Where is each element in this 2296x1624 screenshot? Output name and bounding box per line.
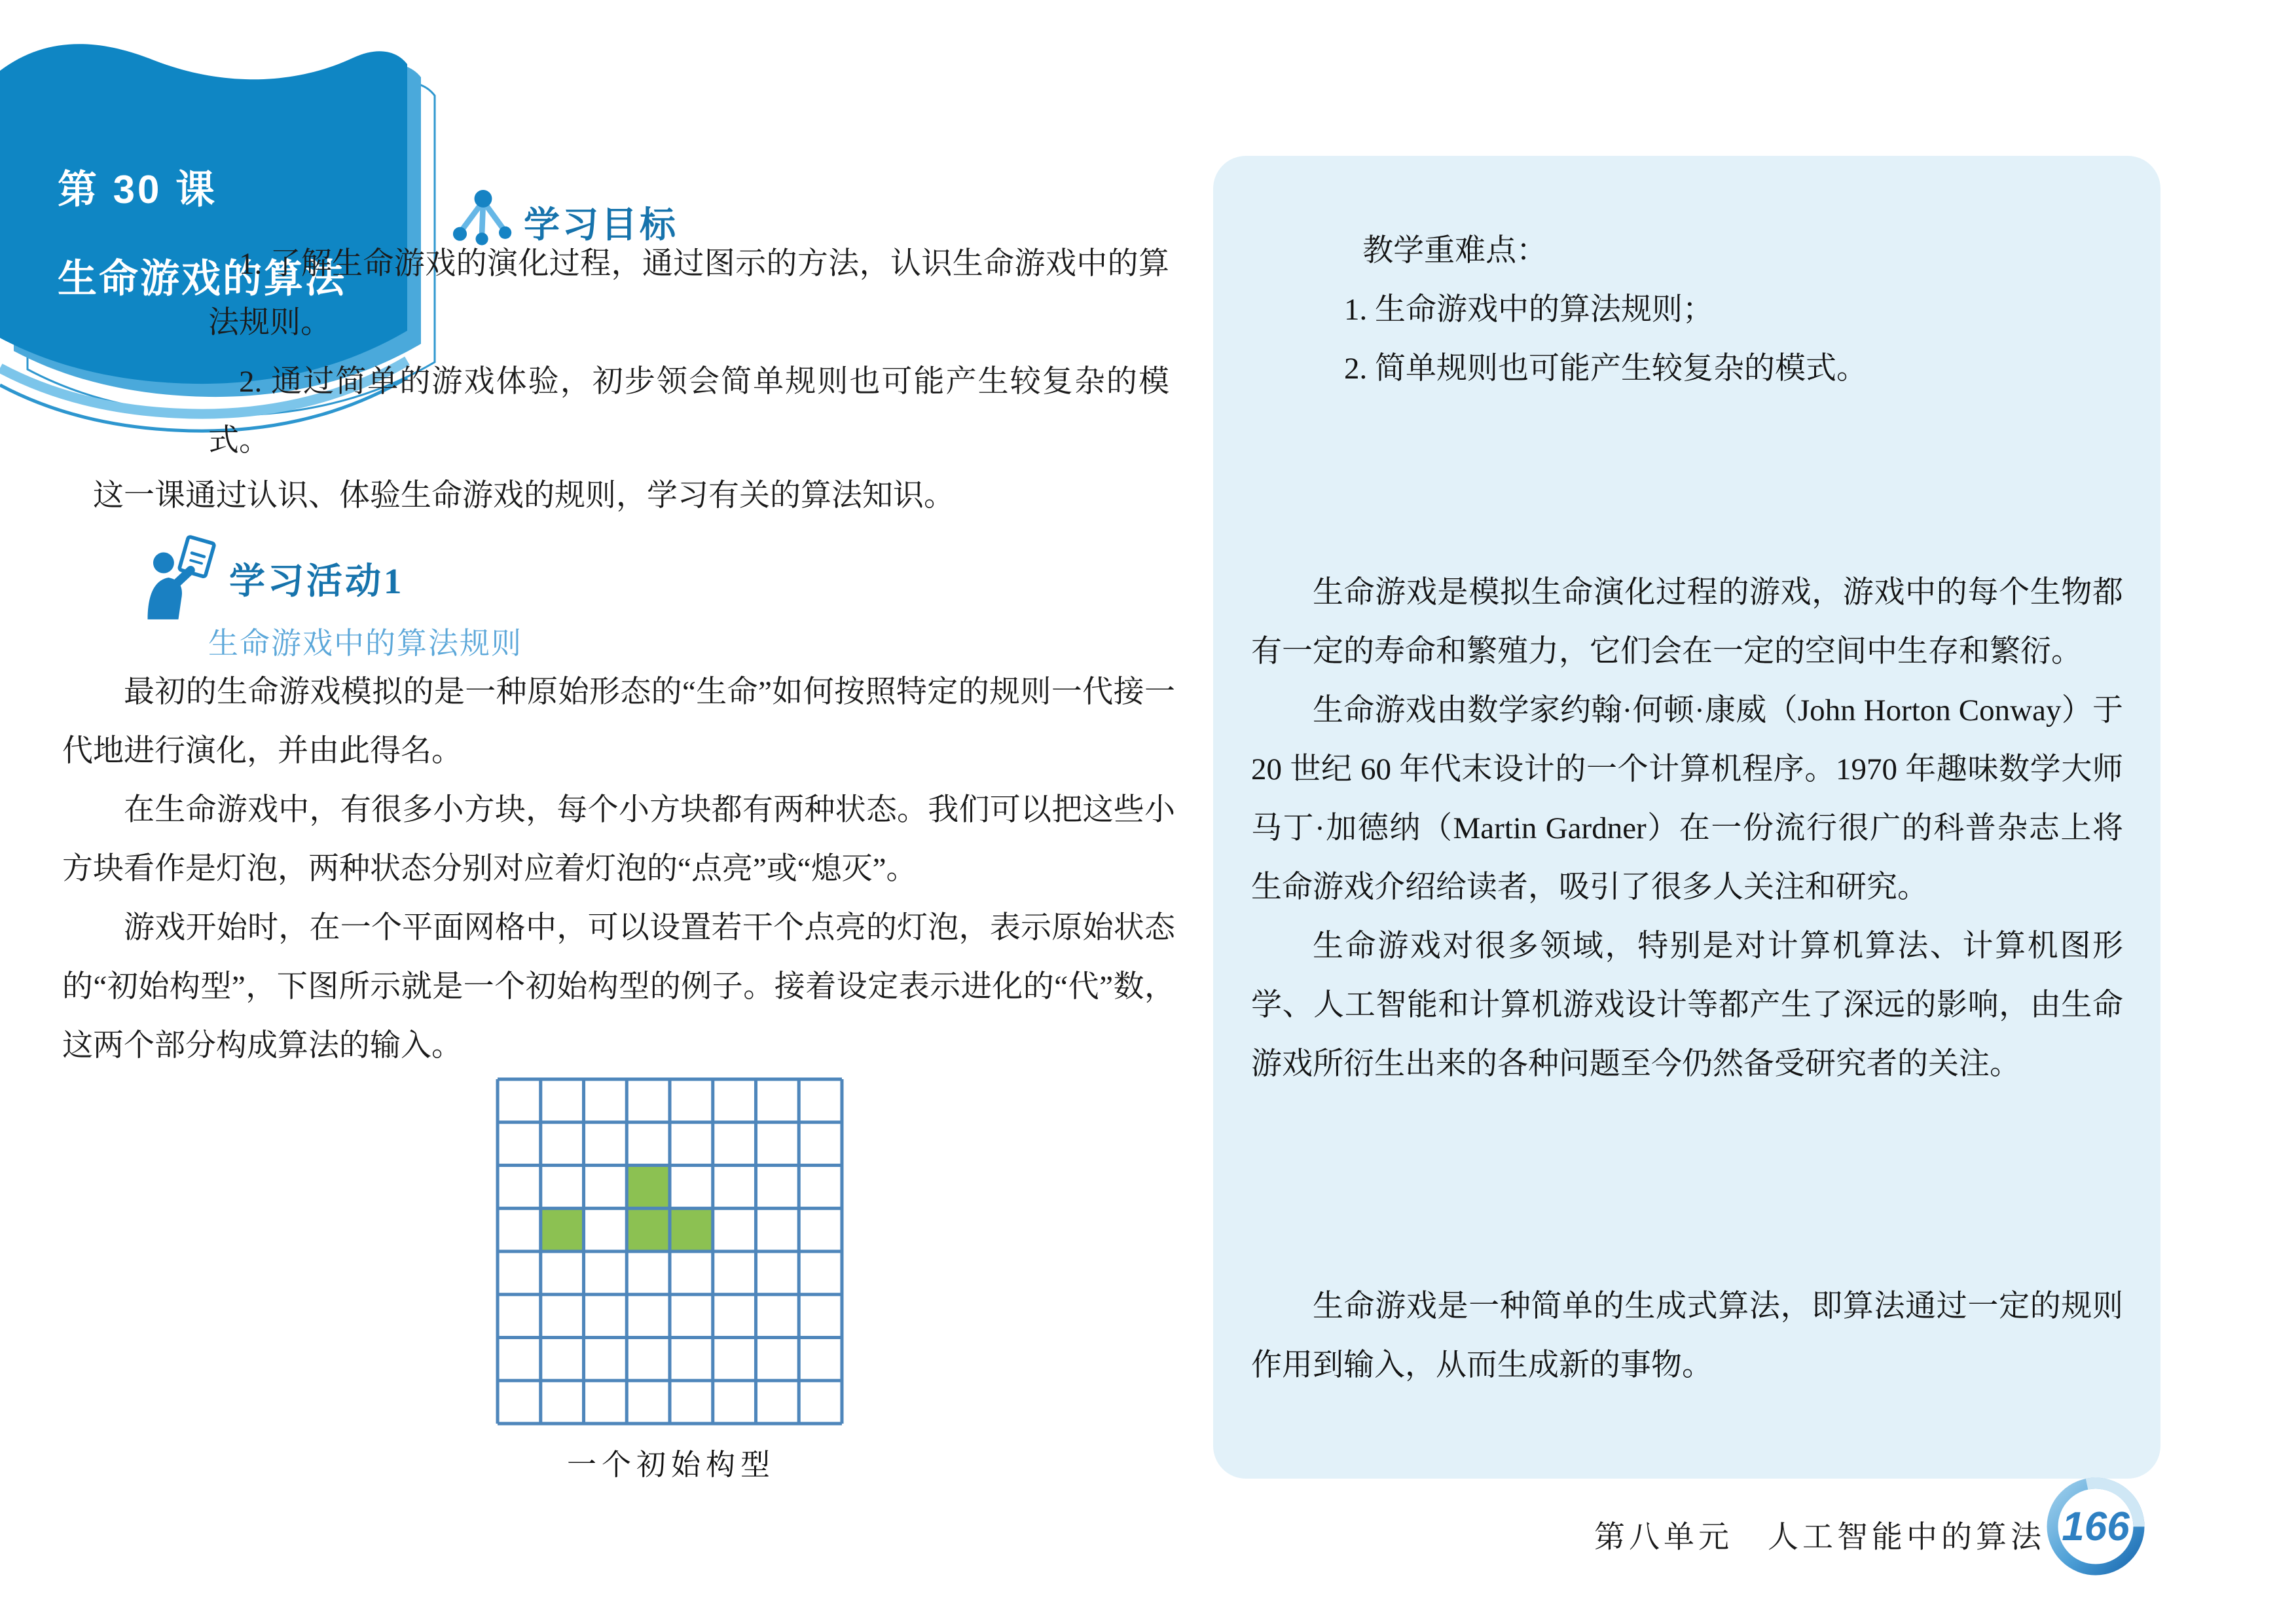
- person-holding-paper-icon: [143, 532, 223, 623]
- activity-header: [143, 532, 405, 623]
- paragraph: 最初的生命游戏模拟的是一种原始形态的“生命”如何按照特定的规则一代接一代地进行演化，并由此得名。: [62, 675, 1175, 768]
- panel-paragraph: 生命游戏由数学家约翰·何顿·康威（John Horton Conway）于 20 世纪 60 年代末设计的一个计算机程序。1970 年趣味数学大师马丁·加德纳（Martin Gardner）在一份流行很广的科普杂志上将生命游戏介绍给读者，吸引了很多人关注和研究。: [1251, 693, 2123, 904]
- key-points-heading: 教学重难点：: [1362, 234, 1548, 268]
- objectives-title: 学习目标: [524, 204, 679, 245]
- lesson-summary: 这一课通过认识、体验生命游戏的规则，学习有关的算法知识。: [93, 479, 955, 513]
- activity-subtitle: 生命游戏中的算法规则: [208, 626, 522, 660]
- alive-cell: [627, 1208, 670, 1251]
- teacher-notes-panel: [1213, 156, 2160, 1479]
- alive-cell: [670, 1208, 713, 1251]
- objectives-list: [208, 234, 1169, 470]
- game-of-life-grid: [496, 1077, 844, 1426]
- key-point: 2. 简单规则也可能产生较复杂的模式。: [1344, 352, 1867, 386]
- lesson-title: 生命游戏的算法: [58, 257, 346, 301]
- panel-closing-block: [1251, 1277, 2123, 1395]
- alive-cell: [541, 1208, 584, 1251]
- activity-paragraphs: [62, 663, 1175, 1075]
- panel-paragraph: 生命游戏对很多领域，特别是对计算机算法、计算机图形学、人工智能和计算机游戏设计等都产生了深远的影响，由生命游戏所衍生出来的各种问题至今仍然备受研究者的关注。: [1251, 929, 2123, 1081]
- panel-paragraphs: [1251, 563, 2123, 1094]
- unit-footer: 第八单元 人工智能中的算法: [1594, 1521, 2045, 1555]
- figure-caption: 一个初始构型: [566, 1449, 775, 1481]
- paragraph: 游戏开始时，在一个平面网格中，可以设置若干个点亮的灯泡，表示原始状态的“初始构型”，下图所示就是一个初始构型的例子。接着设定表示进化的“代”数，这两个部分构成算法的输入。: [62, 911, 1175, 1063]
- lesson-number: 第 30 课: [58, 168, 218, 212]
- page-number-badge: [2040, 1471, 2151, 1582]
- objective-item: 2. 通过简单的游戏体验，初步领会简单规则也可能产生较复杂的模式。: [208, 365, 1169, 458]
- activity-title: 学习活动1: [229, 561, 405, 601]
- panel-paragraph: 生命游戏是模拟生命演化过程的游戏，游戏中的每个生物都有一定的寿命和繁殖力，它们会在一定的空间中生存和繁衍。: [1251, 576, 2123, 669]
- objective-item: 1. 了解生命游戏的演化过程，通过图示的方法，认识生命游戏中的算法规则。: [208, 247, 1169, 340]
- alive-cell: [627, 1166, 670, 1209]
- page-number: 166: [2062, 1504, 2130, 1549]
- key-point: 1. 生命游戏中的算法规则；: [1344, 293, 1713, 327]
- paragraph: 在生命游戏中，有很多小方块，每个小方块都有两种状态。我们可以把这些小方块看作是灯泡，两种状态分别对应着灯泡的“点亮”或“熄灭”。: [62, 793, 1175, 886]
- panel-paragraph: 生命游戏是一种简单的生成式算法，即算法通过一定的规则作用到输入，从而生成新的事物。: [1251, 1289, 2123, 1382]
- key-points-block: [1344, 221, 2064, 398]
